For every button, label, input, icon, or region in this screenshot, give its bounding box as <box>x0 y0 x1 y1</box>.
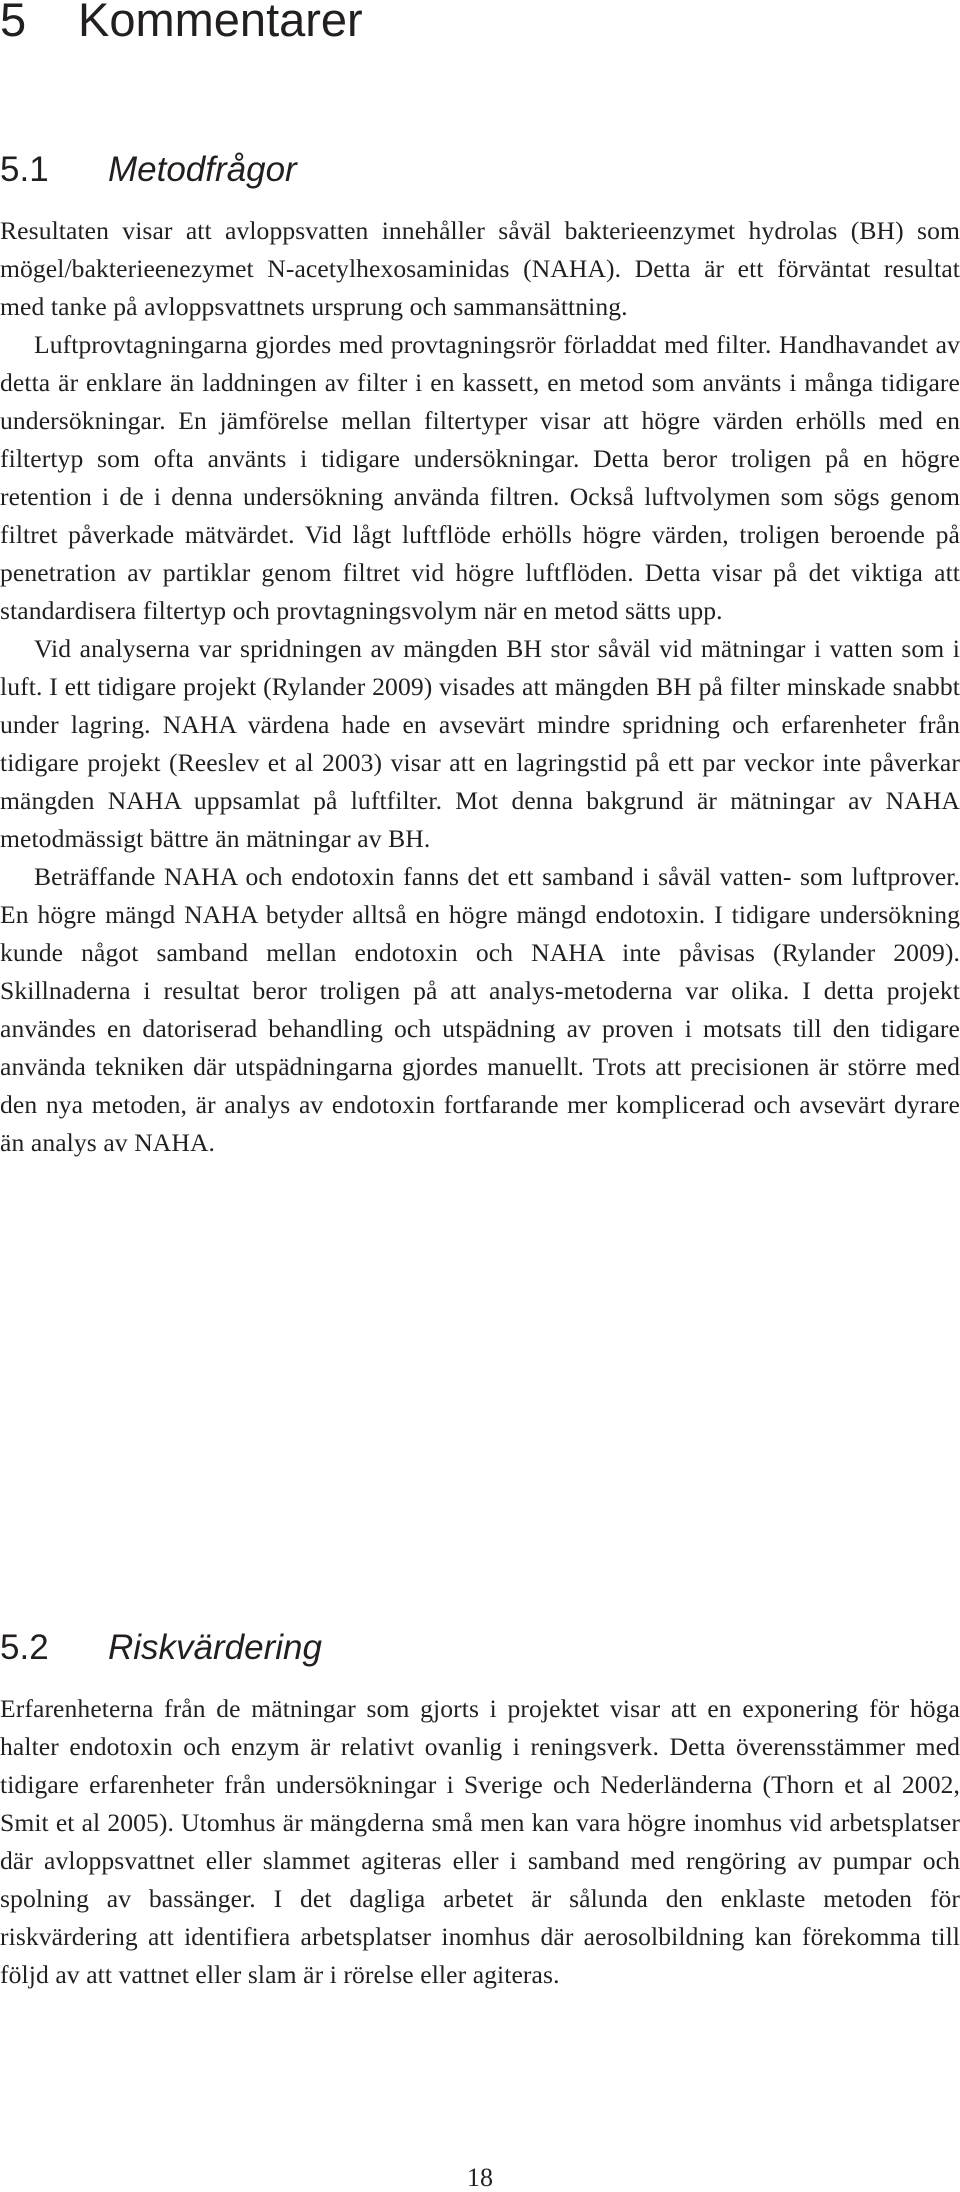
page-number: 18 <box>467 2163 493 2192</box>
section-heading-metodfragor <box>0 148 297 192</box>
chapter-title: Kommentarer <box>78 0 363 46</box>
section-number: 5.1 <box>0 150 49 189</box>
paragraph: Luftprovtagningarna gjordes med provtagningsrör förladdat med filter. Handhavandet av detta är enklare än laddningen av filter i en kassett, en metod som använts i många tidigare undersökningar. En jämförelse mellan filtertyper visar att högre värden erhölls med en filtertyp som ofta använts i tidigare undersökningar. Detta beror troligen på en högre retention i de i denna undersökning använda filtren. Också luftvolymen som sögs genom filtret påverkade mätvärdet. Vid lågt luftflöde erhölls högre värden, troligen beroende på penetration av partiklar genom filtret vid högre luftflöden. Detta visar på det viktiga att standardisera filtertyp och provtagningsvolym när en metod sätts upp. <box>0 330 960 625</box>
section-heading-riskvardering <box>0 1626 322 1670</box>
section-number: 5.2 <box>0 1628 49 1667</box>
paragraph: Beträffande NAHA och endotoxin fanns det ett samband i såväl vatten- som luftprover. En högre mängd NAHA betyder alltså en högre mängd endotoxin. I tidigare undersökning kunde något samband mellan endotoxin och NAHA inte påvisas (Rylander 2009). Skillnaderna i resultat beror troligen på att analys-metoderna var olika. I detta projekt användes en datoriserad behandling och utspädning av proven i motsats till den tidigare använda tekniken där utspädningarna gjordes manuellt. Trots att precisionen är större med den nya metoden, är analys av endotoxin fortfarande mer komplicerad och avsevärt dyrare än analys av NAHA. <box>0 862 960 1157</box>
section-title: Metodfrågor <box>108 150 297 189</box>
paragraph: Erfarenheterna från de mätningar som gjorts i projektet visar att en exponering för höga halter endotoxin och enzym är relativt ovanlig i reningsverk. Detta överensstämmer med tidigare erfarenheter från undersökningar i Sverige och Nederländerna (Thorn et al 2002, Smit et al 2005). Utomhus är mängderna små men kan vara högre inomhus vid arbetsplatser där avloppsvattnet eller slammet agiteras eller i samband med rengöring av pumpar och spolning av bassänger. I det dagliga arbetet är sålunda den enklaste metoden för riskvärdering att identifiera arbetsplatser inomhus där aerosolbildning kan förekomma till följd av att vattnet eller slam är i rörelse eller agiteras. <box>0 1694 960 1989</box>
chapter-heading <box>0 0 363 48</box>
chapter-number: 5 <box>0 0 27 46</box>
section-body-riskvardering <box>0 1690 960 1994</box>
paragraph: Resultaten visar att avloppsvatten innehåller såväl bakterieenzymet hydrolas (BH) som mögel/bakterieenezymet N-acetylhexosaminidas (NAHA). Detta är ett förväntat resultat med tanke på avloppsvattnets ursprung och sammansättning. <box>0 216 960 321</box>
section-title: Riskvärdering <box>108 1628 322 1667</box>
paragraph: Vid analyserna var spridningen av mängden BH stor såväl vid mätningar i vatten som i luft. I ett tidigare projekt (Rylander 2009) visades att mängden BH på filter minskade snabbt under lagring. NAHA värdena hade en avsevärt mindre spridning och erfarenheter från tidigare projekt (Reeslev et al 2003) visar att en lagringstid på ett par veckor inte påverkar mängden NAHA uppsamlat på luftfilter. Mot denna bakgrund är mätningar av NAHA metodmässigt bättre än mätningar av BH. <box>0 634 960 853</box>
section-body-metodfragor <box>0 212 960 1162</box>
